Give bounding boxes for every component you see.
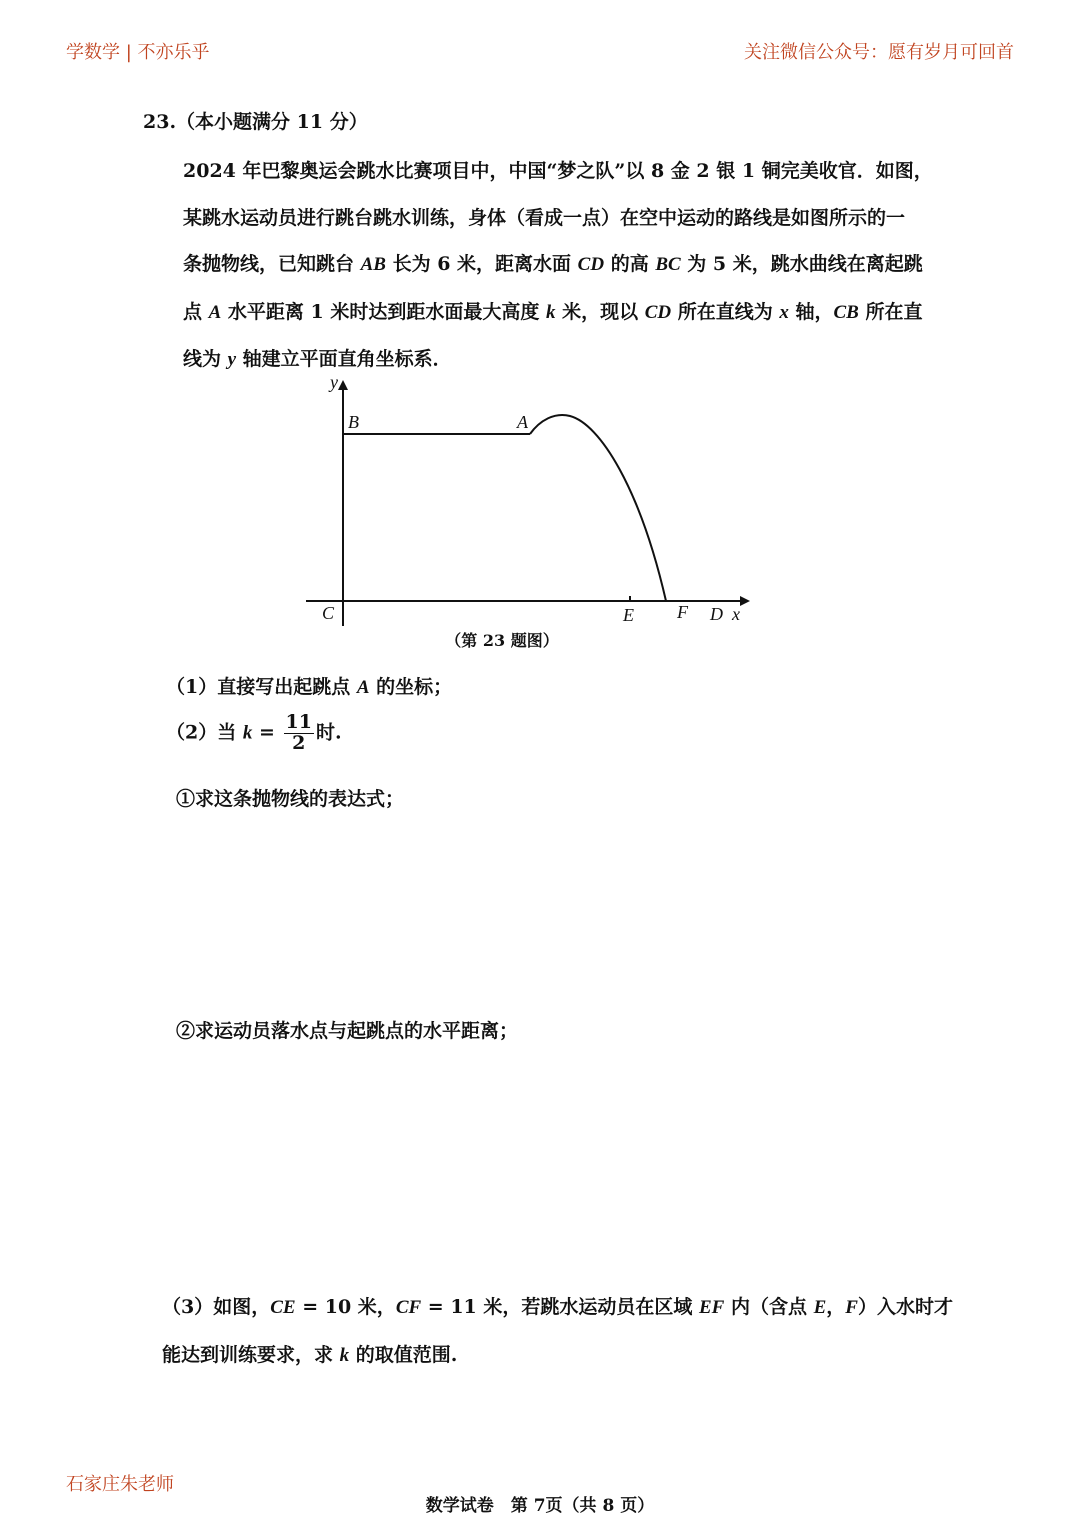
text-segment: 所在直 (858, 300, 923, 323)
footer-page-info: 数学试卷 第 7页（共 8 页） (425, 1496, 655, 1516)
text-segment: 为 5 米，跳水曲线在离起跳 (680, 253, 923, 275)
part-2-prefix: （2）当 (166, 721, 243, 744)
part-2-eq: = (252, 721, 282, 744)
math-variable: CB (833, 301, 859, 323)
part-2-2: ②求运动员落水点与起跳点的水平距离； (176, 1020, 519, 1042)
label-b: B (348, 412, 359, 432)
math-variable: AB (360, 254, 386, 275)
text-segment: 某跳水运动员进行跳台跳水训练，身体（看成一点）在空中运动的路线是如图所示的一 (183, 206, 906, 229)
header-right-text: 关注微信公众号：愿有岁月可回首 (744, 42, 1014, 63)
figure-caption: （第 23 题图） (445, 631, 559, 650)
text-segment: ）入水时才 (857, 1296, 953, 1318)
text-segment: （3）如图， (162, 1296, 271, 1318)
text-segment: 的高 (604, 253, 656, 275)
label-e: E (623, 605, 634, 625)
x-axis-arrow (740, 596, 750, 606)
body-line (183, 195, 943, 242)
header-left-text: 学数学 | 不亦乐乎 (66, 42, 210, 63)
y-axis-arrow (338, 380, 348, 390)
label-x: x (732, 604, 740, 624)
math-variable: BC (655, 254, 681, 275)
part-2-var: k (242, 722, 253, 744)
math-variable: EF (699, 1297, 725, 1318)
text-segment: 轴建立平面直角坐标系． (236, 348, 452, 370)
label-y: y (330, 372, 338, 392)
text-segment: ， (826, 1296, 846, 1318)
text-segment: 的坐标； (369, 676, 453, 698)
math-variable: F (845, 1297, 858, 1318)
text-segment: 2024 年巴黎奥运会跳水比赛项目中，中国“梦之队”以 8 金 2 银 1 铜完美收官．如图， (183, 160, 933, 182)
math-variable: k (546, 301, 556, 323)
math-variable: x (779, 301, 789, 323)
text-segment: 水平距离 1 米时达到距水面最大高度 (221, 300, 546, 323)
math-variable: CE (270, 1297, 296, 1318)
body-line (183, 241, 943, 289)
text-segment: 轴， (788, 300, 834, 323)
part-2-1: ①求这条抛物线的表达式； (176, 788, 405, 810)
footer-author: 石家庄朱老师 (66, 1474, 174, 1495)
fraction-numerator: 11 (285, 711, 312, 733)
math-variable: A (208, 301, 222, 323)
text-segment: 内（含点 (724, 1296, 814, 1318)
part-3-line1 (162, 1292, 953, 1319)
question-body (183, 148, 943, 384)
question-title: 23.（本小题满分 11 分） (143, 111, 368, 133)
fraction (284, 713, 314, 754)
fraction-denominator: 2 (292, 731, 306, 754)
label-f: F (677, 602, 688, 622)
text-segment: = 10 米， (295, 1296, 396, 1318)
math-variable: CD (644, 301, 672, 323)
label-d: D (710, 604, 723, 624)
text-segment: 点 (183, 300, 209, 323)
text-segment: 的取值范围. (349, 1344, 458, 1366)
math-variable: A (356, 677, 370, 698)
label-c: C (322, 603, 335, 623)
math-variable: CF (395, 1297, 422, 1318)
part-3-line2 (162, 1340, 457, 1367)
body-line (183, 148, 943, 195)
text-segment: 米，现以 (555, 300, 645, 323)
body-line (183, 289, 943, 337)
text-segment: = 11 米，若跳水运动员在区域 (421, 1296, 699, 1318)
math-variable: CD (577, 254, 605, 275)
text-segment: 所在直线为 (671, 300, 780, 323)
math-variable: k (339, 1345, 350, 1366)
text-segment: 能达到训练要求，求 (162, 1344, 340, 1366)
text-segment: （1）直接写出起跳点 (166, 676, 357, 698)
math-variable: E (813, 1297, 827, 1318)
part-2 (166, 713, 342, 754)
part-1 (166, 672, 452, 699)
math-variable: y (227, 349, 237, 370)
part-2-suffix: 时. (315, 721, 342, 744)
text-segment: 长为 6 米，距离水面 (385, 253, 578, 275)
label-a: A (517, 412, 528, 432)
parabola-diagram (300, 368, 760, 630)
parabola-curve (530, 415, 666, 601)
text-segment: 条抛物线，已知跳台 (183, 253, 361, 275)
text-segment: 线为 (183, 348, 228, 370)
